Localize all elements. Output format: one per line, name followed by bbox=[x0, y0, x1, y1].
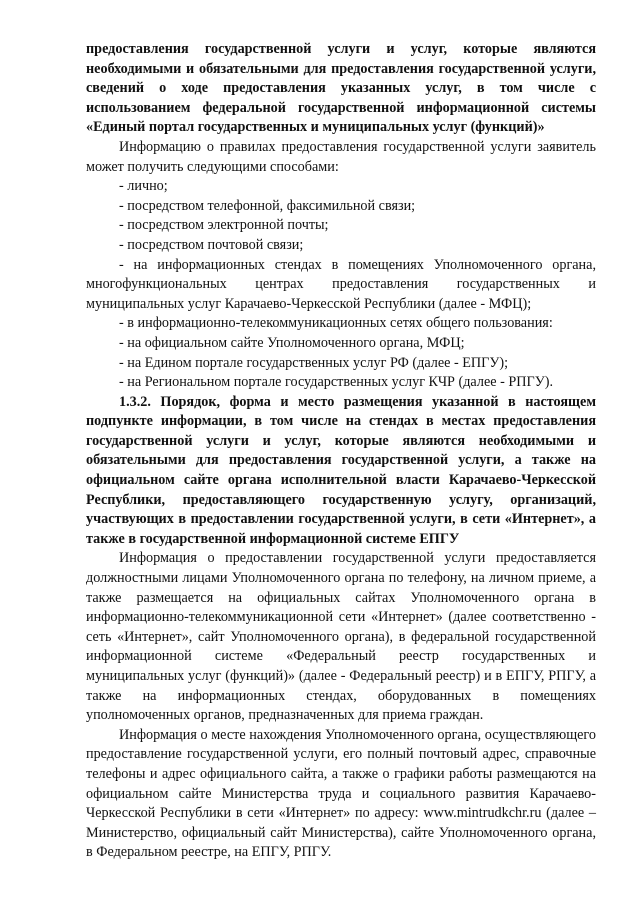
method-item: - на Региональном портале государственных услуг КЧР (далее - РПГУ). bbox=[119, 374, 554, 391]
method-item: - посредством электронной почты; bbox=[119, 217, 329, 234]
body-paragraph-2: Информация о месте нахождения Уполномоченного органа, осуществляющего предоставление государственной услуги, его полный почтовый адрес, справочные телефоны и адрес официального сайта, а также о графики работы размещаются на официальном сайте Министерства труда и социального развития Карачаево-Черкесской Республики в сети «Интернет» по адресу: www.mintrudkchr.ru (далее – Министерство, официальный сайт Министерства), сайте Уполномоченного органа, в Федеральном реестре, на ЕПГУ, РПГУ. bbox=[86, 726, 596, 861]
intro-paragraph: Информацию о правилах предоставления государственной услуги заявитель может получить следующими способами: bbox=[86, 138, 596, 175]
method-item: - на информационных стендах в помещениях Уполномоченного органа, многофункциональных центрах предоставления государственных и муниципальных услуг Карачаево-Черкесской Республики (далее - МФЦ); bbox=[86, 256, 596, 312]
section-heading: 1.3.2. Порядок, форма и место размещения указанной в настоящем подпункте информации, в том числе на стендах в местах предоставления государственной услуги и услуг, которые являются необходимыми и обязательными для предоставления государственной услуги, а также на официальном сайте органа исполнительной власти Карачаево-Черкесской Республики, предоставляющего государственную услугу, организаций, участвующих в предоставлении государственной услуги, в сети «Интернет», а также в государственной информационной системе ЕПГУ bbox=[86, 393, 596, 547]
heading-continuation: предоставления государственной услуги и услуг, которые являются необходимыми и обязательными для предоставления государственной услуги, сведений о ходе предоставления указанных услуг, в том числе с использованием федеральной государственной информационной системы «Единый портал государственных и муниципальных услуг (функций)» bbox=[86, 41, 596, 136]
method-item: - лично; bbox=[119, 178, 168, 195]
method-item: - на официальном сайте Уполномоченного органа, МФЦ; bbox=[119, 334, 465, 351]
method-item: - посредством телефонной, факсимильной связи; bbox=[119, 197, 416, 214]
method-item: - на Едином портале государственных услуг РФ (далее - ЕПГУ); bbox=[119, 354, 509, 371]
body-paragraph-1: Информация о предоставлении государственной услуги предоставляется должностными лицами Уполномоченного органа по телефону, на личном приеме, а также размещается на официальных сайтах Уполномоченного органа в информационно-телекоммуникационной сети «Интернет» (далее соответственно - сеть «Интернет», сайт Уполномоченного органа), в федеральной государственной информационной системе «Федеральный реестр государственных и муниципальных услуг (функций)» (далее - Федеральный реестр) и в ЕПГУ, РПГУ, а также на информационных стендах, оборудованных в помещениях уполномоченных органов, предназначенных для приема граждан. bbox=[86, 550, 596, 724]
method-item: - посредством почтовой связи; bbox=[119, 236, 304, 253]
methods-list bbox=[86, 177, 596, 393]
method-item: - в информационно-телекоммуникационных сетях общего пользования: bbox=[119, 315, 553, 332]
